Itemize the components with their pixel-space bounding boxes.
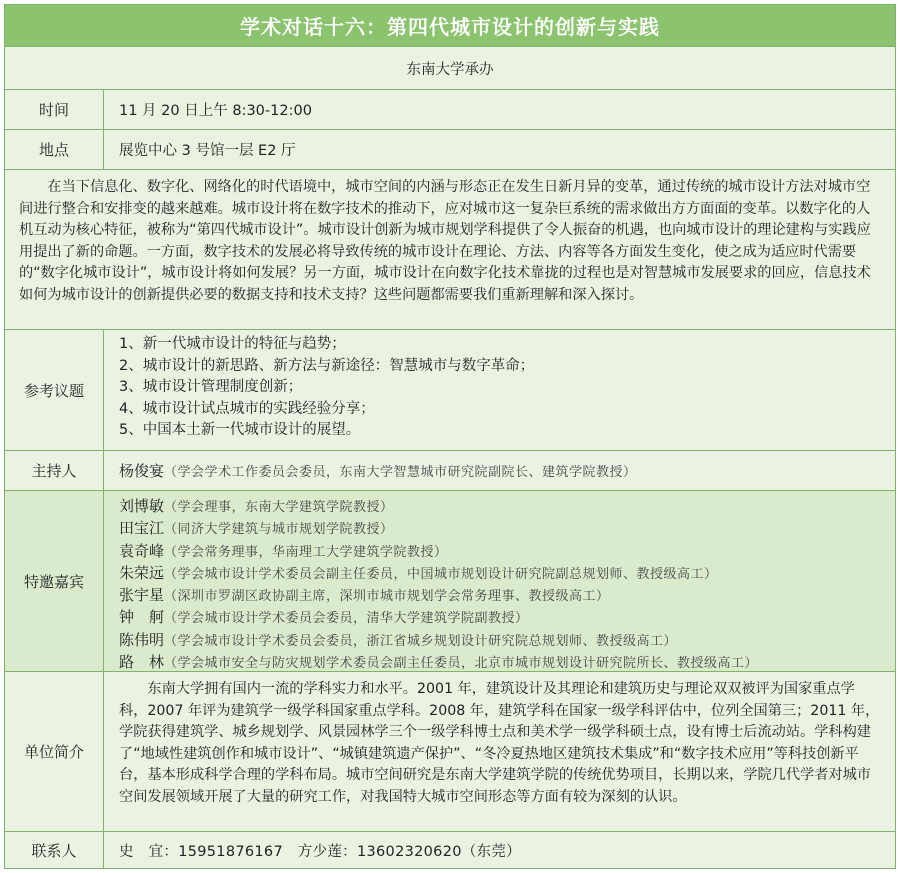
place-row [5,130,895,170]
intro-text: 在当下信息化、数字化、网络化的时代语境中，城市空间的内涵与形态正在发生日新月异的变革，通过传统的城市设计方法对城市空间进行整合和安排变的越来越难。城市设计将在数字技术的推动下，应对城市这一复杂巨系统的需求做出方方面面的变革。以数字化的人机互动为核心特征，被称为“第四代城市设计”。城市设计创新为城市规划学科提供了令人振奋的机遇，也向城市设计的理论建构与实践应用提出了新的命题。一方面，数字技术的发展必将导致传统的城市设计在理论、方法、内容等各方面发生变化，使之成为适应时代需要的“数字化城市设计”，城市设计将如何发展？另一方面，城市设计在向数字化技术靠拢的过程也是对智慧城市发展要求的回应，信息技术如何为城市设计的创新提供必要的数据支持和技术支持？这些问题都需要我们重新理解和深入探讨。 [5,170,895,330]
guest-desc: （学会理事，东南大学建筑学院教授） [164,500,394,515]
guest-name: 刘博敏 [119,497,165,515]
guest-item [119,607,895,629]
time-label: 时间 [5,90,104,129]
place-label: 地点 [5,130,104,169]
guest-desc: （学会常务理事，华南理工大学建筑学院教授） [164,544,448,560]
guest-item [119,563,895,585]
guest-desc: （深圳市罗湖区政协副主席，深圳市城市规划学会常务理事、教授级高工） [164,589,610,605]
host-desc: （学会学术工作委员会委员，东南大学智慧城市研究院副院长、建筑学院教授） [164,465,637,480]
contact-label: 联系人 [5,832,104,868]
contact-value: 史 宜：15951876167 方少莲：13602320620（东莞） [119,843,521,860]
topic-item: 3、城市设计管理制度创新； [119,379,303,395]
topic-item: 5、中国本土新一代城市设计的展望。 [119,422,361,438]
guest-desc: （学会城市安全与防灾规划学术委员会副主任委员，北京市城市规划设计研究院所长、教授级高工） [164,656,759,672]
topics-row [5,330,895,451]
page-title: 学术对话十六：第四代城市设计的创新与实践 [5,5,895,47]
topics-list [104,330,895,450]
guest-desc: （学会城市设计学术委员会副主任委员，中国城市规划设计研究院副总规划师、教授级高工） [164,566,718,582]
unit-row [5,672,895,832]
topics-label: 参考议题 [5,330,104,450]
time-row [5,90,895,130]
guest-desc: （学会城市设计学术委员会委员，浙江省城乡规划设计研究院总规划师、教授级高工） [164,633,678,649]
guest-desc: （学会城市设计学术委员会委员，清华大学建筑学院副教授） [164,611,529,627]
guests-label: 特邀嘉宾 [5,491,104,671]
host-name: 杨俊宴 [119,462,165,480]
guest-name: 路 林 [119,653,165,672]
guests-list [104,491,895,671]
guest-name: 钟 舸 [119,608,165,627]
contact-row [5,832,895,868]
guests-row [5,491,895,672]
topic-item: 1、新一代城市设计的特征与趋势； [119,336,346,352]
guest-name: 袁奇峰 [119,541,165,560]
guest-name: 张宇星 [119,586,165,605]
topic-item: 4、城市设计试点城市的实践经验分享； [119,400,375,417]
host-value [104,451,895,490]
guest-item [119,496,895,518]
guest-name: 田宝江 [119,519,165,538]
guest-item [119,630,895,652]
unit-label: 单位简介 [5,672,104,831]
host-row [5,451,895,491]
unit-text: 东南大学拥有国内一流的学科实力和水平。2001 年，建筑设计及其理论和建筑历史与理论双双被评为国家重点学科，2007 年评为建筑学一级学科国家重点学科。2008 年，建筑学科在国家一级学科评估中，位列全国第三；2011 年，学院获得建筑学、城乡规划学、风景园林学三个一级学科博士点和美术学一级学科硕士点，设有博士后流动站。学科构建了“地域性建筑创作和城市设计”、“城镇建筑遗产保护”、“冬冷夏热地区建筑技术集成”和“数字技术应用”等科技创新平台，基本形成科学合理的学科布局。城市空间研究是东南大学建筑学院的传统优势项目，长期以来，学院几代学者对城市空间发展领域开展了大量的研究工作，对我国特大城市空间形态等方面有较为深刻的认识。 [119,681,880,805]
place-value: 展览中心 3 号馆一层 E2 厅 [119,143,296,159]
time-value: 11 月 20 日上午 8:30-12:00 [119,103,312,119]
host-label: 主持人 [5,451,104,490]
organizer: 东南大学承办 [5,47,895,90]
event-table [4,4,896,869]
guest-item [119,518,895,540]
guest-item [119,585,895,607]
guest-name: 陈伟明 [119,630,165,649]
guest-name: 朱荣远 [119,563,165,582]
guest-item [119,541,895,563]
topic-item: 2、城市设计的新思路、新方法与新途径：智慧城市与数字革命； [119,357,535,374]
guest-desc: （同济大学建筑与城市规划学院教授） [164,522,394,538]
